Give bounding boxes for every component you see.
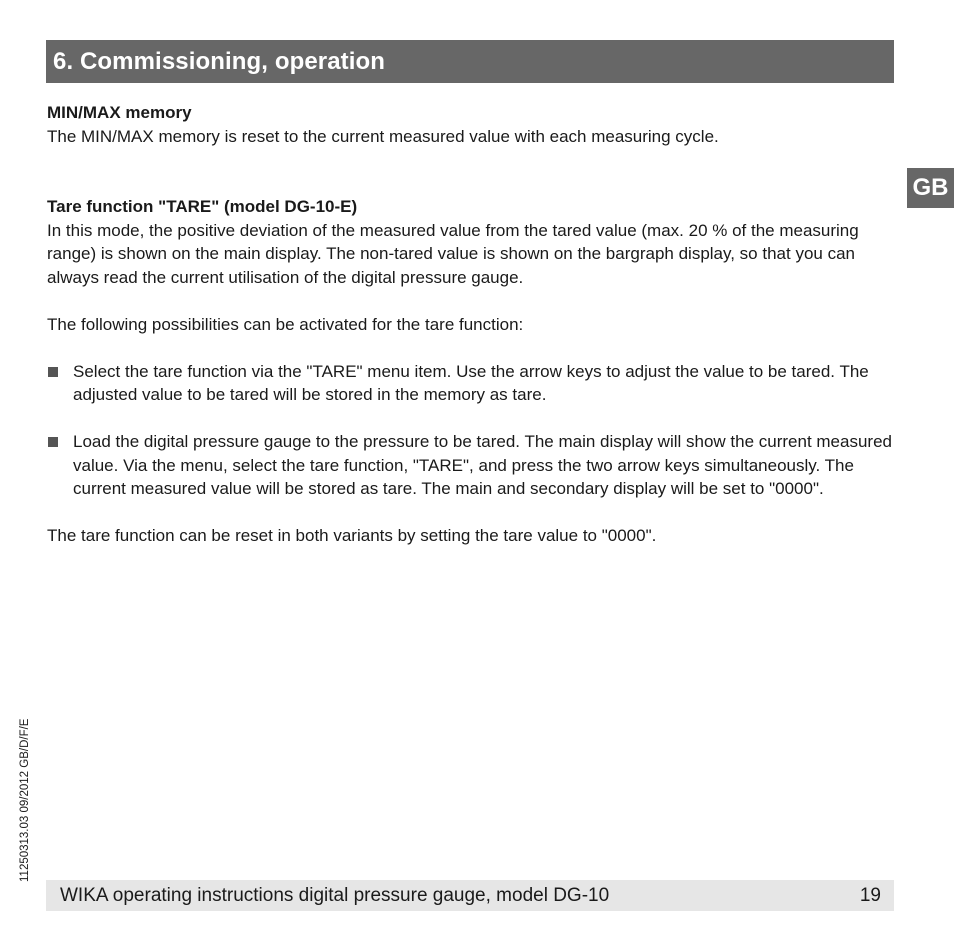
page-footer: [46, 880, 894, 911]
footer-title: WIKA operating instructions digital pressure gauge, model DG-10: [60, 884, 610, 906]
bullet-text: Load the digital pressure gauge to the pressure to be tared. The main display will show the current measured value. Via the menu, select the tare function, "TARE", and press the two arrow keys simultaneously. The current measured value will be stored as tare. The main and secondary display will be set to "0000".: [73, 432, 892, 498]
tare-intro: The following possibilities can be activated for the tare function:: [47, 314, 524, 334]
tare-closing: The tare function can be reset in both variants by setting the tare value to "0000".: [47, 526, 657, 545]
bullet-text: Select the tare function via the "TARE" menu item. Use the arrow keys to adjust the value to be tared. The adjusted value to be tared will be stored in the memory as tare.: [73, 361, 869, 404]
section-title: 6. Commissioning, operation: [53, 47, 386, 75]
minmax-text: The MIN/MAX memory is reset to the current measured value with each measuring cycle.: [47, 126, 719, 146]
page-number: 19: [859, 884, 881, 906]
language-tab: GB: [907, 168, 954, 208]
square-bullet-icon: [48, 367, 58, 377]
tare-text: In this mode, the positive deviation of the measured value from the tared value (max. 20 % of the measuring range) is shown on the main display. The non-tared value is shown on the bargraph display, so that you can always read the current utilisation of the digital pressure gauge.: [47, 220, 859, 287]
document-code: 11250313.03 09/2012 GB/D/F/E: [19, 718, 31, 882]
list-item: [47, 430, 897, 501]
page-content: [47, 101, 897, 548]
tare-heading: Tare function "TARE" (model DG-10-E): [47, 197, 358, 216]
square-bullet-icon: [48, 437, 58, 447]
section-header: [46, 40, 894, 83]
list-item: [47, 360, 897, 407]
minmax-heading: MIN/MAX memory: [47, 103, 192, 122]
